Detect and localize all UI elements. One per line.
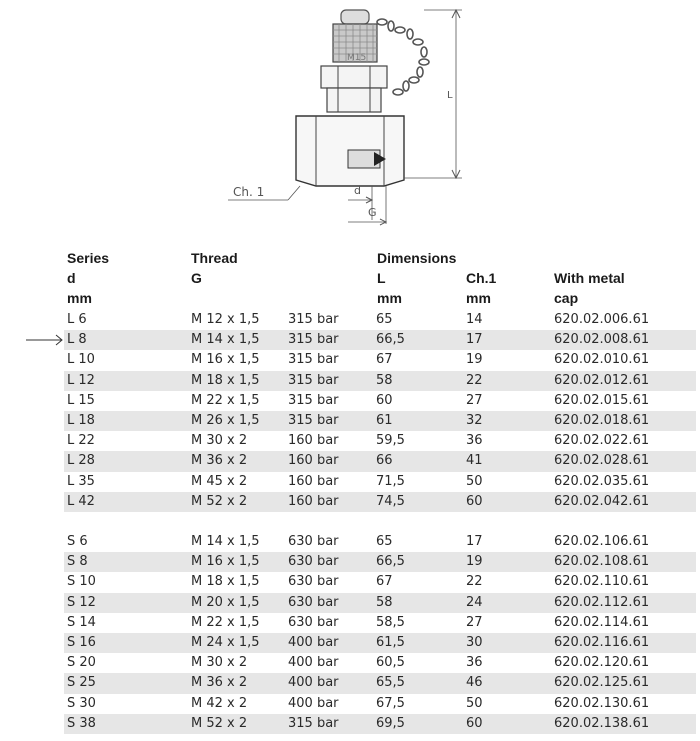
cell-ch: 30 xyxy=(466,635,483,650)
cell-thread: M 18 x 1,5 xyxy=(191,372,260,388)
cell-article: 620.02.116.61 xyxy=(554,635,650,650)
cell-pressure: 160 bar xyxy=(288,453,339,469)
header-g: G xyxy=(191,270,202,286)
cell-ch: 27 xyxy=(466,392,483,408)
body-hex xyxy=(327,88,381,112)
cell-series: S 8 xyxy=(67,554,88,570)
cell-series: S 6 xyxy=(67,534,88,550)
cell-pressure: 315 bar xyxy=(288,412,339,428)
cell-article: 620.02.106.61 xyxy=(554,534,650,550)
cell-length: 65,5 xyxy=(376,675,405,691)
cell-ch: 19 xyxy=(466,554,483,570)
cell-pressure: 400 bar xyxy=(288,675,339,691)
cell-series: S 16 xyxy=(67,635,96,650)
cell-article: 620.02.138.61 xyxy=(554,715,650,731)
cell-thread: M 16 x 1,5 xyxy=(191,554,260,570)
cell-length: 61 xyxy=(376,412,393,428)
cell-length: 66,5 xyxy=(376,554,405,570)
cell-ch: 36 xyxy=(466,433,483,449)
cell-series: S 14 xyxy=(67,614,96,630)
header-l: L xyxy=(377,270,386,286)
cell-thread: M 36 x 2 xyxy=(191,453,248,469)
cell-pressure: 630 bar xyxy=(288,574,339,590)
table-row xyxy=(64,411,696,431)
cell-article: 620.02.028.61 xyxy=(554,453,650,469)
cell-length: 60 xyxy=(376,392,393,408)
cell-pressure: 400 bar xyxy=(288,635,339,650)
cell-thread: M 52 x 2 xyxy=(191,715,248,731)
cell-article: 620.02.018.61 xyxy=(554,412,650,428)
cell-pressure: 315 bar xyxy=(288,372,339,388)
cell-pressure: 160 bar xyxy=(288,473,339,489)
cap-top xyxy=(341,10,369,24)
cell-ch: 50 xyxy=(466,695,483,711)
cell-ch: 14 xyxy=(466,312,483,327)
cell-ch: 17 xyxy=(466,534,483,550)
cell-article: 620.02.015.61 xyxy=(554,392,650,408)
header-thread: Thread xyxy=(191,250,238,266)
cell-ch: 27 xyxy=(466,614,483,630)
cell-length: 67 xyxy=(376,574,393,590)
cell-article: 620.02.008.61 xyxy=(554,332,650,348)
cell-article: 620.02.022.61 xyxy=(554,433,650,449)
fitting-drawing-svg xyxy=(0,0,700,240)
cell-series: S 20 xyxy=(67,655,96,671)
cell-length: 66,5 xyxy=(376,332,405,348)
cell-series: S 12 xyxy=(67,594,96,610)
table-row xyxy=(64,431,696,451)
table-row xyxy=(64,310,696,330)
cell-thread: M 16 x 1,5 xyxy=(191,352,260,368)
thread-mark: M15 xyxy=(347,53,367,63)
cell-length: 61,5 xyxy=(376,635,405,650)
dimension-d-label: d xyxy=(354,184,361,197)
cell-pressure: 315 bar xyxy=(288,715,339,731)
cell-pressure: 315 bar xyxy=(288,312,339,327)
cell-thread: M 14 x 1,5 xyxy=(191,332,260,348)
cell-ch: 19 xyxy=(466,352,483,368)
table-row xyxy=(64,673,696,693)
cell-length: 60,5 xyxy=(376,655,405,671)
cell-series: L 35 xyxy=(67,473,95,489)
dimension-l-label: L xyxy=(447,90,453,101)
table-row xyxy=(64,350,696,370)
cell-length: 69,5 xyxy=(376,715,405,731)
cell-ch: 60 xyxy=(466,493,483,509)
cell-thread: M 26 x 1,5 xyxy=(191,412,260,428)
cell-thread: M 30 x 2 xyxy=(191,433,248,449)
cell-thread: M 20 x 1,5 xyxy=(191,594,260,610)
cell-series: L 8 xyxy=(67,332,87,348)
cell-thread: M 14 x 1,5 xyxy=(191,534,260,550)
cell-article: 620.02.042.61 xyxy=(554,493,650,509)
cell-pressure: 630 bar xyxy=(288,614,339,630)
cell-length: 58 xyxy=(376,594,393,610)
cell-thread: M 30 x 2 xyxy=(191,655,248,671)
cell-pressure: 630 bar xyxy=(288,534,339,550)
cell-pressure: 160 bar xyxy=(288,493,339,509)
cell-thread: M 12 x 1,5 xyxy=(191,312,260,327)
table-row xyxy=(64,593,696,613)
header-d: d xyxy=(67,270,76,286)
cell-thread: M 36 x 2 xyxy=(191,675,248,691)
cell-article: 620.02.010.61 xyxy=(554,352,650,368)
table-row xyxy=(64,613,696,633)
cell-length: 59,5 xyxy=(376,433,405,449)
cell-series: L 10 xyxy=(67,352,95,368)
cell-series: L 15 xyxy=(67,392,95,408)
cell-thread: M 45 x 2 xyxy=(191,473,248,489)
cell-article: 620.02.112.61 xyxy=(554,594,650,610)
header-d-mm: mm xyxy=(67,290,92,306)
cell-series: L 6 xyxy=(67,312,87,327)
table-row xyxy=(64,451,696,471)
row-pointer-arrow-icon xyxy=(26,330,64,346)
header-ch1-mm: mm xyxy=(466,290,491,306)
cell-thread: M 18 x 1,5 xyxy=(191,574,260,590)
dimension-g-label: G xyxy=(368,206,377,219)
cell-ch: 50 xyxy=(466,473,483,489)
cell-pressure: 315 bar xyxy=(288,392,339,408)
cell-length: 71,5 xyxy=(376,473,405,489)
cell-ch: 41 xyxy=(466,453,483,469)
section-gap xyxy=(64,512,696,532)
cell-length: 58,5 xyxy=(376,614,405,630)
header-ch1: Ch.1 xyxy=(466,270,497,286)
cell-ch: 36 xyxy=(466,655,483,671)
table-row xyxy=(64,694,696,714)
table-row xyxy=(64,633,696,653)
table-row xyxy=(64,532,696,552)
cell-article: 620.02.006.61 xyxy=(554,312,650,327)
cell-pressure: 315 bar xyxy=(288,332,339,348)
cell-article: 620.02.108.61 xyxy=(554,554,650,570)
header-with-metal: With metal xyxy=(554,270,625,286)
cell-ch: 22 xyxy=(466,574,483,590)
cell-length: 66 xyxy=(376,453,393,469)
cell-pressure: 160 bar xyxy=(288,433,339,449)
table-row xyxy=(64,572,696,592)
table-row xyxy=(64,653,696,673)
cell-series: S 38 xyxy=(67,715,96,731)
cell-article: 620.02.114.61 xyxy=(554,614,650,630)
cell-length: 74,5 xyxy=(376,493,405,509)
table-body xyxy=(64,310,696,734)
header-cap: cap xyxy=(554,290,579,306)
cell-pressure: 630 bar xyxy=(288,594,339,610)
cell-series: L 28 xyxy=(67,453,95,469)
table-row xyxy=(64,391,696,411)
cell-thread: M 22 x 1,5 xyxy=(191,614,260,630)
cell-article: 620.02.012.61 xyxy=(554,372,650,388)
cell-length: 58 xyxy=(376,372,393,388)
cell-series: S 10 xyxy=(67,574,96,590)
cell-pressure: 400 bar xyxy=(288,695,339,711)
cell-length: 67 xyxy=(376,352,393,368)
table-row xyxy=(64,552,696,572)
cell-article: 620.02.035.61 xyxy=(554,473,650,489)
cell-length: 65 xyxy=(376,534,393,550)
cell-article: 620.02.120.61 xyxy=(554,655,650,671)
cell-thread: M 42 x 2 xyxy=(191,695,248,711)
table-row xyxy=(64,714,696,734)
cell-series: L 18 xyxy=(67,412,95,428)
header-series: Series xyxy=(67,250,110,266)
cell-series: L 12 xyxy=(67,372,95,388)
cell-pressure: 630 bar xyxy=(288,554,339,570)
table-row xyxy=(64,330,696,350)
technical-drawing xyxy=(0,0,700,240)
cell-article: 620.02.110.61 xyxy=(554,574,650,590)
cell-pressure: 400 bar xyxy=(288,655,339,671)
cell-ch: 32 xyxy=(466,412,483,428)
cell-ch: 24 xyxy=(466,594,483,610)
cell-ch: 46 xyxy=(466,675,483,691)
cell-thread: M 22 x 1,5 xyxy=(191,392,260,408)
cell-thread: M 24 x 1,5 xyxy=(191,635,260,650)
table-row xyxy=(64,371,696,391)
table-row xyxy=(64,472,696,492)
table-row xyxy=(64,492,696,512)
cell-article: 620.02.130.61 xyxy=(554,695,650,711)
cell-ch: 22 xyxy=(466,372,483,388)
cell-ch: 60 xyxy=(466,715,483,731)
header-dimensions: Dimensions xyxy=(377,250,457,266)
cell-length: 67,5 xyxy=(376,695,405,711)
cell-ch: 17 xyxy=(466,332,483,348)
cell-pressure: 315 bar xyxy=(288,352,339,368)
cell-length: 65 xyxy=(376,312,393,327)
cell-series: L 22 xyxy=(67,433,95,449)
cell-series: S 30 xyxy=(67,695,96,711)
cell-thread: M 52 x 2 xyxy=(191,493,248,509)
upper-hex xyxy=(321,66,387,88)
cell-series: S 25 xyxy=(67,675,96,691)
cell-article: 620.02.125.61 xyxy=(554,675,650,691)
header-l-mm: mm xyxy=(377,290,402,306)
ch-label: Ch. 1 xyxy=(233,185,265,199)
cell-series: L 42 xyxy=(67,493,95,509)
